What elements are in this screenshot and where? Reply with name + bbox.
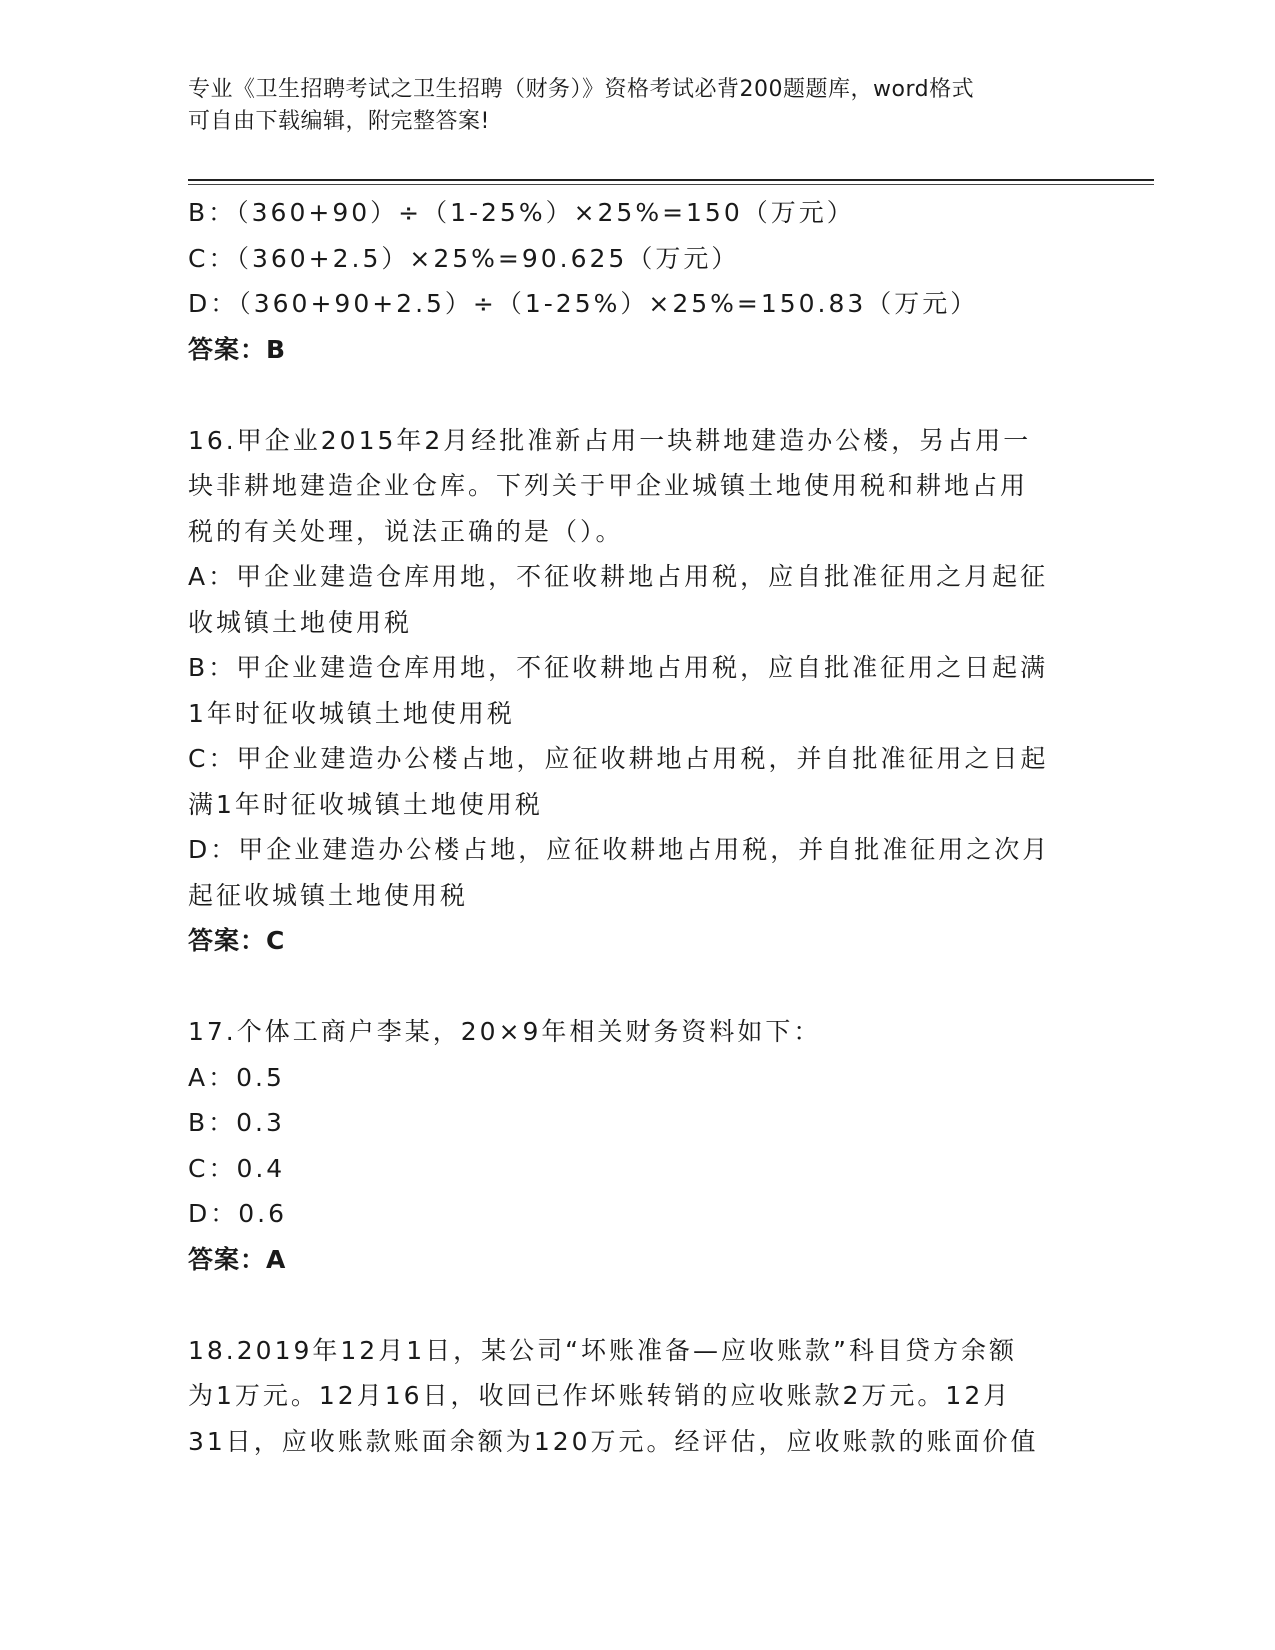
q17-answer bbox=[188, 1237, 1088, 1283]
q15-option-c: C：（360+2.5）×25%=90.625（万元） bbox=[188, 243, 740, 273]
q16-option-d-line-1: D：甲企业建造办公楼占地，应征收耕地占用税，并自批准征用之次月 bbox=[188, 835, 1051, 864]
q17-option-d: D：0.6 bbox=[188, 1199, 288, 1228]
spacer bbox=[188, 964, 1088, 1010]
q17-option-c: C：0.4 bbox=[188, 1153, 286, 1183]
q16-stem-line-3: 税的有关处理，说法正确的是（）。 bbox=[188, 516, 624, 546]
q16-option-a-line-1: A：甲企业建造仓库用地，不征收耕地占用税，应自批准征用之月起征 bbox=[188, 562, 1049, 591]
spacer bbox=[188, 1282, 1088, 1328]
q18-stem-line-3: 31日，应收账款账面余额为120万元。经评估，应收账款的账面价值 bbox=[188, 1426, 1039, 1456]
q15-option-b: B：（360+90）÷（1-25%）×25%=150（万元） bbox=[188, 198, 855, 227]
header-line-2: 可自由下载编辑，附完整答案! bbox=[188, 109, 490, 134]
q18-stem-line-1: 18.2019年12月1日，某公司“坏账准备—应收账款”科目贷方余额 bbox=[188, 1335, 1018, 1365]
header-line-1: 专业《卫生招聘考试之卫生招聘（财务）》资格考试必背200题题库，word格式 bbox=[188, 77, 975, 102]
question-17 bbox=[188, 1009, 1088, 1282]
q16-option-b-line-2: 1年时征收城镇土地使用税 bbox=[188, 698, 515, 728]
q15-option-d: D：（360+90+2.5）÷（1-25%）×25%=150.83（万元） bbox=[188, 289, 979, 318]
header-divider-thin bbox=[188, 184, 1154, 185]
q16-option-c-line-2: 满1年时征收城镇土地使用税 bbox=[188, 789, 543, 819]
q16-answer bbox=[188, 918, 1088, 964]
q17-answer-value: A bbox=[266, 1244, 287, 1274]
q16-answer-value: C bbox=[266, 926, 286, 955]
q15-answer bbox=[188, 327, 1088, 373]
question-18 bbox=[188, 1328, 1088, 1465]
q16-option-b-line-1: B：甲企业建造仓库用地，不征收耕地占用税，应自批准征用之日起满 bbox=[188, 653, 1049, 682]
q16-option-d-line-2: 起征收城镇土地使用税 bbox=[188, 880, 469, 910]
q16-answer-label: 答案： bbox=[188, 926, 267, 955]
q16-stem-line-1: 16.甲企业2015年2月经批准新占用一块耕地建造办公楼，另占用一 bbox=[188, 425, 1032, 455]
document-header bbox=[188, 74, 1068, 138]
q15-answer-value: B bbox=[266, 334, 287, 364]
question-16 bbox=[188, 418, 1088, 964]
q16-stem-line-2: 块非耕地建造企业仓库。下列关于甲企业城镇土地使用税和耕地占用 bbox=[188, 471, 1029, 500]
q17-option-b: B：0.3 bbox=[188, 1108, 285, 1137]
header-divider-thick bbox=[188, 179, 1154, 181]
q16-option-a-line-2: 收城镇土地使用税 bbox=[188, 607, 413, 637]
spacer bbox=[188, 372, 1088, 418]
question-15 bbox=[188, 190, 1088, 372]
q17-option-a: A：0.5 bbox=[188, 1062, 285, 1092]
q15-answer-label: 答案： bbox=[188, 334, 267, 364]
document-body bbox=[188, 190, 1088, 1464]
q17-answer-label: 答案： bbox=[188, 1244, 267, 1274]
q16-option-c-line-1: C：甲企业建造办公楼占地，应征收耕地占用税，并自批准征用之日起 bbox=[188, 744, 1049, 773]
q17-stem: 17.个体工商户李某，20×9年相关财务资料如下： bbox=[188, 1017, 822, 1046]
q18-stem-line-2: 为1万元。12月16日，收回已作坏账转销的应收账款2万元。12月 bbox=[188, 1381, 1012, 1410]
